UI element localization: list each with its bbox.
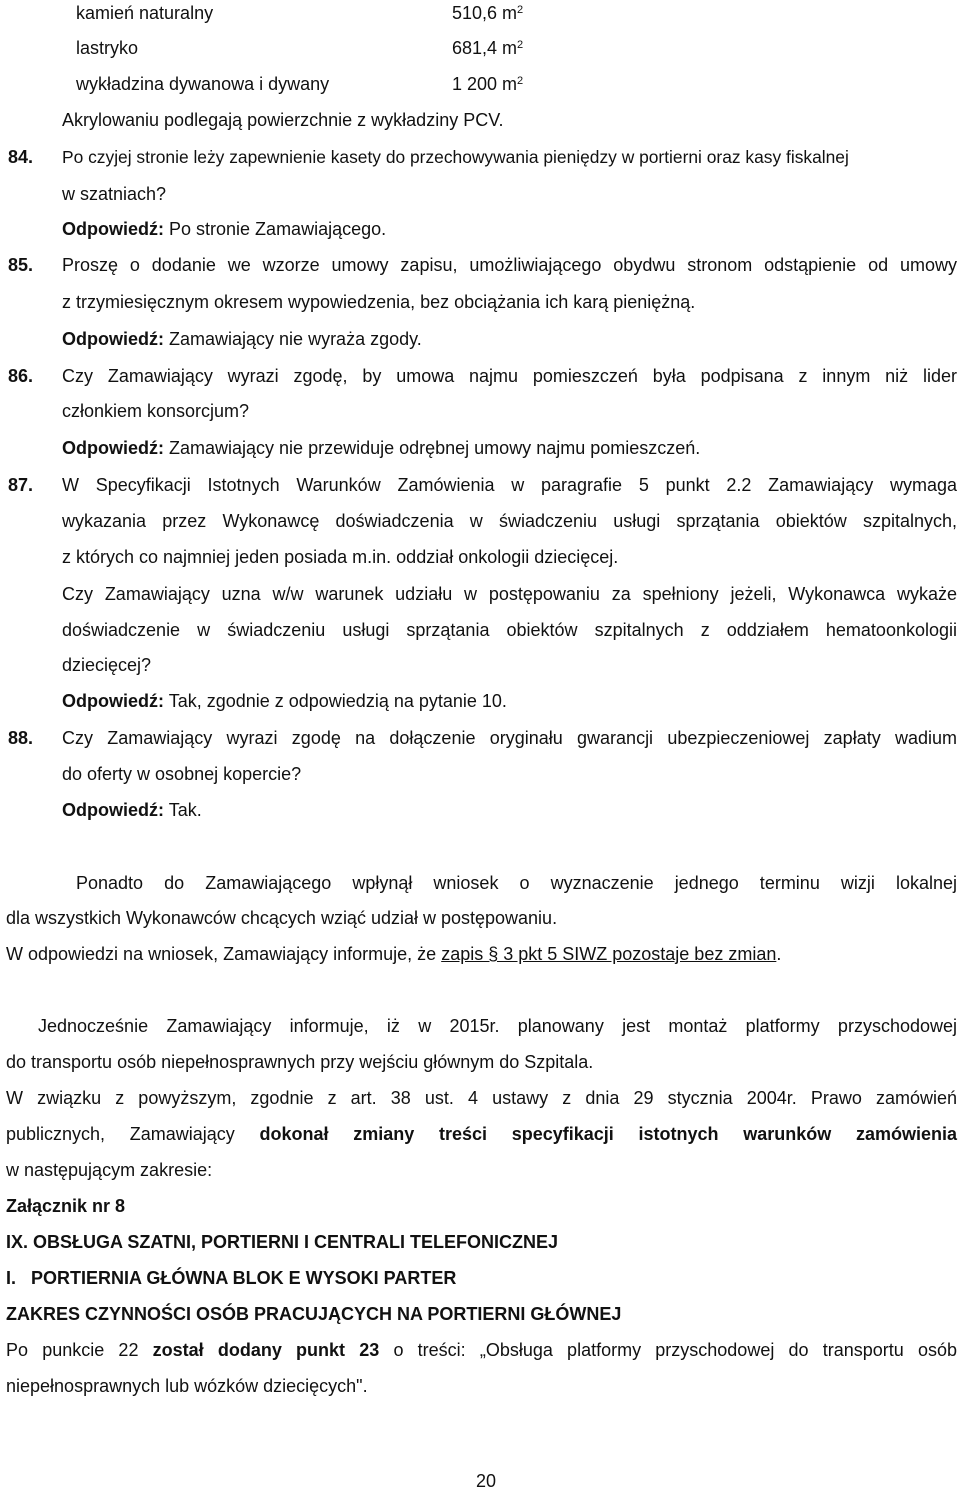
paragraph-line: Po punkcie 22 został dodany punkt 23 o treści: „Obsługa platformy przyschodowej do transportu osób (6, 1340, 957, 1360)
answer: Odpowiedź: Po stronie Zamawiającego. (62, 219, 387, 239)
scope-heading: ZAKRES CZYNNOŚCI OSÓB PRACUJĄCYCH NA PORTIERNI GŁÓWNEJ (6, 1304, 622, 1324)
answer-label: Odpowiedź: (62, 800, 164, 820)
material-area: 510,6 $m^2$ (452, 3, 524, 23)
paragraph-line: niepełnosprawnych lub wózków dziecięcych". (6, 1376, 368, 1396)
question-number: 88. (8, 728, 34, 748)
question-text: Czy Zamawiający uzna w/w warunek udziału w postępowaniu za spełniony jeżeli, Wykonawca wykaże (62, 584, 957, 604)
paragraph-line: Jednocześnie Zamawiający informuje, iż w 2015r. planowany jest montaż platformy przyschodowej (38, 1016, 957, 1036)
question-number: 86. (8, 366, 34, 386)
paragraph-line: do transportu osób niepełnosprawnych przy wejściu głównym do Szpitala. (6, 1052, 594, 1072)
material-name: kamień naturalny (76, 3, 214, 23)
materials-note: Akrylowaniu podlegają powierzchnie z wykładziny PCV. (62, 110, 504, 130)
subsection-heading: I. PORTIERNIA GŁÓWNA BLOK E WYSOKI PARTER (6, 1268, 457, 1288)
question-text: W Specyfikacji Istotnych Warunków Zamówienia w paragrafie 5 punkt 2.2 Zamawiający wymaga (62, 475, 957, 495)
answer: Odpowiedź: Tak, zgodnie z odpowiedzią na pytanie 10. (62, 691, 507, 711)
paragraph-line: w następującym zakresie: (6, 1160, 213, 1180)
question-text: dziecięcej? (62, 655, 152, 675)
question-text: Proszę o dodanie we wzorze umowy zapisu, umożliwiającego obydwu stronom odstąpienie od umowy (62, 255, 957, 275)
question-text: Po czyjej stronie leży zapewnienie kasety do przechowywania pieniędzy w portierni oraz kasy fiskalnej (62, 147, 849, 167)
answer-label: Odpowiedź: (62, 691, 164, 711)
question-number: 85. (8, 255, 34, 275)
question-text: z których co najmniej jeden posiada m.in. oddział onkologii dziecięcej. (62, 547, 619, 567)
question-text: w szatniach? (62, 184, 167, 204)
paragraph-line: publicznych, Zamawiający dokonał zmiany treści specyfikacji istotnych warunków zamówienia (6, 1124, 957, 1144)
material-name: wykładzina dywanowa i dywany (76, 74, 330, 94)
answer-label: Odpowiedź: (62, 329, 164, 349)
question-number: 84. (8, 147, 34, 167)
material-name: lastryko (76, 38, 139, 58)
answer: Odpowiedź: Zamawiający nie wyraża zgody. (62, 329, 422, 349)
paragraph-line: W odpowiedzi na wniosek, Zamawiający informuje, że zapis § 3 pkt 5 SIWZ pozostaje bez zmian. (6, 944, 782, 964)
material-area: 1 200 $m^2$ (452, 74, 524, 94)
answer: Odpowiedź: Tak. (62, 800, 202, 820)
paragraph-line: W związku z powyższym, zgodnie z art. 38 ust. 4 ustawy z dnia 29 stycznia 2004r. Prawo zamówień (6, 1088, 957, 1108)
page-number: 20 (476, 1471, 497, 1491)
paragraph-line: Ponadto do Zamawiającego wpłynął wniosek o wyznaczenie jednego terminu wizji lokalnej (76, 873, 957, 893)
question-text: z trzymiesięcznym okresem wypowiedzenia, bez obciążania ich karą pieniężną. (62, 292, 696, 312)
question-text: Czy Zamawiający wyrazi zgodę na dołączenie oryginału gwarancji ubezpieczeniowej zapłaty wadium (62, 728, 957, 748)
answer: Odpowiedź: Zamawiający nie przewiduje odrębnej umowy najmu pomieszczeń. (62, 438, 701, 458)
question-number: 87. (8, 475, 34, 495)
question-text: Czy Zamawiający wyrazi zgodę, by umowa najmu pomieszczeń była podpisana z innym niż lider (62, 366, 957, 386)
question-text: wykazania przez Wykonawcę doświadczenia w świadczeniu usługi sprzątania obiektów szpitalnych, (62, 511, 957, 531)
question-text: do oferty w osobnej kopercie? (62, 764, 302, 784)
answer-label: Odpowiedź: (62, 219, 164, 239)
attachment-heading: Załącznik nr 8 (6, 1196, 126, 1216)
question-text: doświadczenie w świadczeniu usługi sprzątania obiektów szpitalnych z oddziałem hematoonkologii (62, 620, 957, 640)
bold-statement: został dodany punkt 23 (152, 1340, 380, 1360)
underlined-statement: zapis § 3 pkt 5 SIWZ pozostaje bez zmian (441, 944, 777, 964)
question-text: członkiem konsorcjum? (62, 401, 250, 421)
answer-label: Odpowiedź: (62, 438, 164, 458)
paragraph-line: dla wszystkich Wykonawców chcących wziąć udział w postępowaniu. (6, 908, 558, 928)
material-area: 681,4 $m^2$ (452, 38, 524, 58)
section-heading: IX. OBSŁUGA SZATNI, PORTIERNI I CENTRALI TELEFONICZNEJ (6, 1232, 559, 1252)
bold-statement: dokonał zmiany treści specyfikacji istotnych warunków zamówienia (259, 1124, 957, 1144)
